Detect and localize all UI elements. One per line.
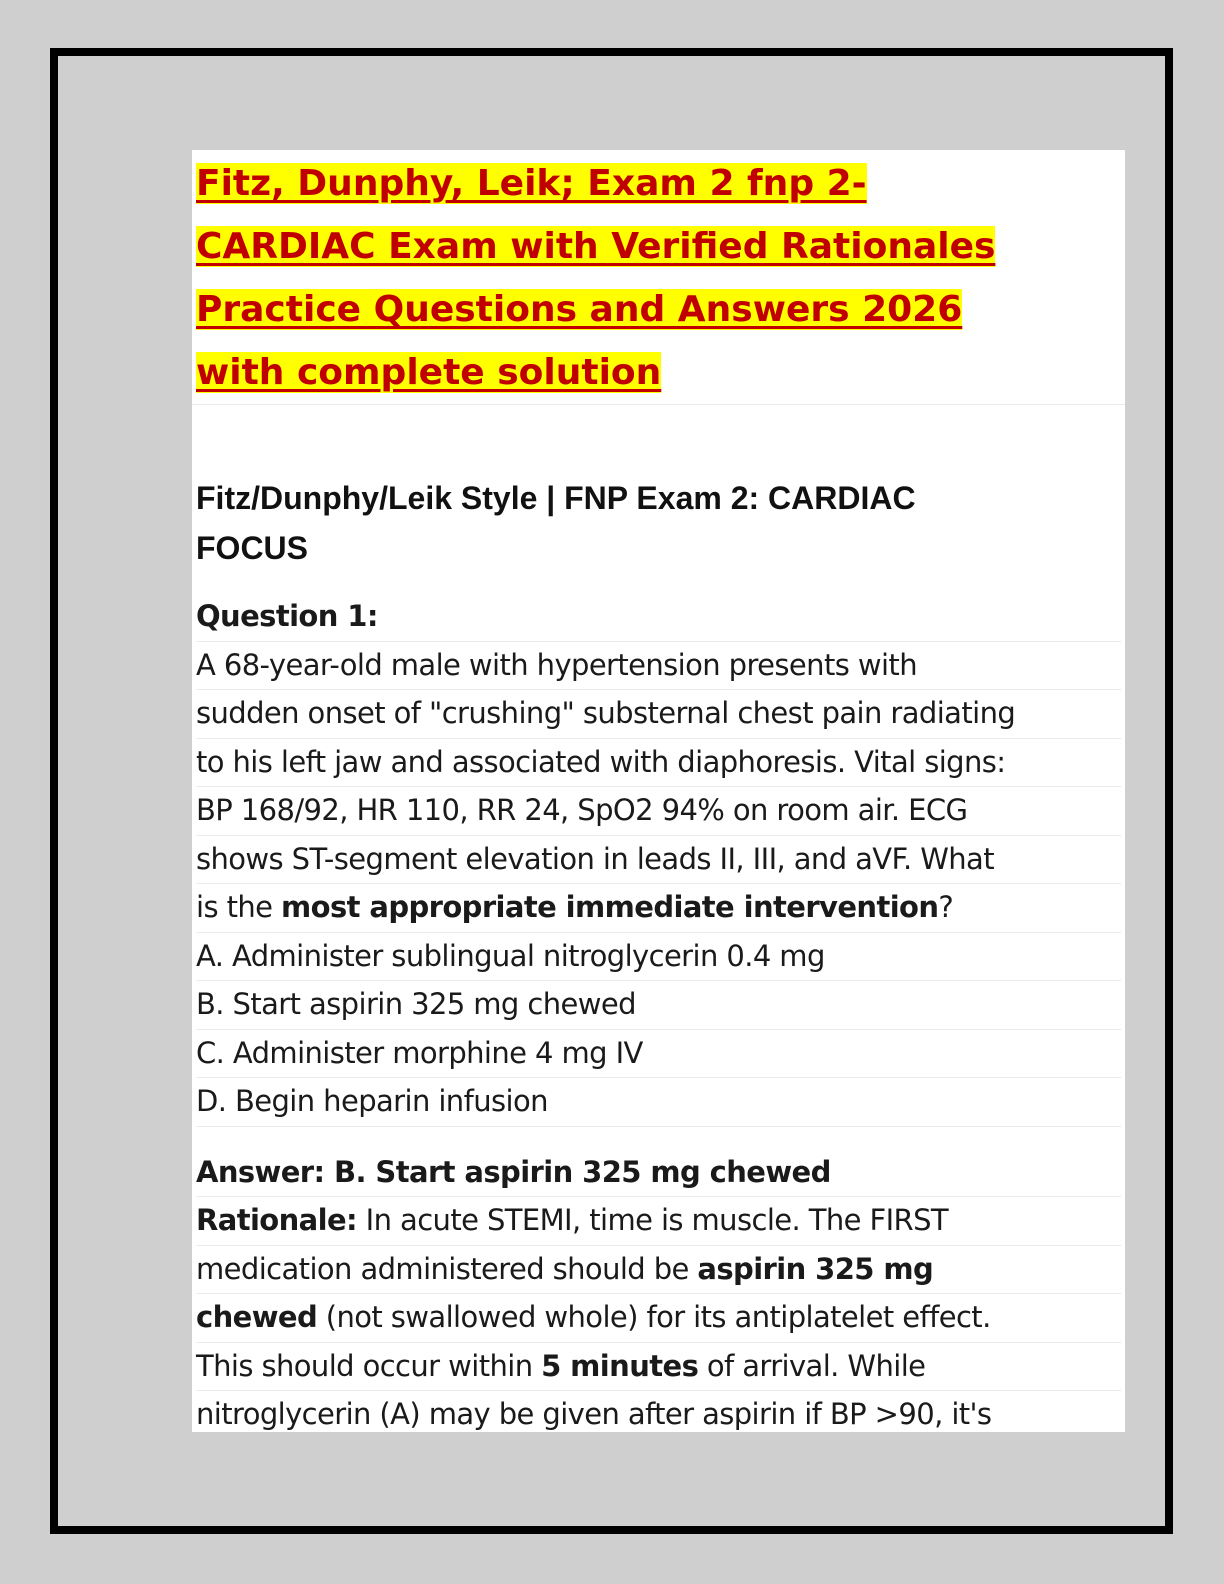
rationale-emphasis: 5 minutes xyxy=(541,1348,699,1383)
stem-emphasis: most appropriate immediate intervention xyxy=(281,890,939,924)
rationale-line xyxy=(196,1197,1121,1246)
question-stem-last-line xyxy=(196,884,1121,933)
answer-option-a: A. Administer sublingual nitroglycerin 0.4 mg xyxy=(196,933,1121,982)
rationale-emphasis: chewed xyxy=(196,1300,318,1334)
divider xyxy=(192,404,1125,405)
document-title xyxy=(192,150,1125,404)
question-stem-line: shows ST-segment elevation in leads II, III, and aVF. What xyxy=(196,836,1121,885)
stem-text: ? xyxy=(938,890,954,924)
rationale-emphasis: aspirin 325 mg xyxy=(697,1251,934,1286)
answer-option-d: D. Begin heparin infusion xyxy=(196,1078,1121,1127)
document-subtitle xyxy=(192,465,1125,581)
title-line: with complete solution xyxy=(196,352,662,393)
rationale-text: of arrival. While xyxy=(698,1348,926,1383)
question-stem-line: to his left jaw and associated with diaphoresis. Vital signs: xyxy=(196,739,1121,788)
rationale-line xyxy=(196,1294,1121,1343)
subtitle-line: FOCUS xyxy=(196,530,308,566)
rationale-text: In acute STEMI, time is muscle. The FIRST xyxy=(357,1203,949,1237)
rationale-text: medication administered should be xyxy=(196,1251,698,1286)
rationale-line xyxy=(196,1343,1121,1392)
rationale-text: (not swallowed whole) for its antiplatelet effect. xyxy=(317,1300,991,1334)
question-stem-line: A 68-year-old male with hypertension presents with xyxy=(196,642,1121,691)
question-stem-line: sudden onset of "crushing" substernal chest pain radiating xyxy=(196,690,1121,739)
subtitle-line: Fitz/Dunphy/Leik Style | FNP Exam 2: CARDIAC xyxy=(196,480,916,516)
answer-option-b: B. Start aspirin 325 mg chewed xyxy=(196,981,1121,1030)
rationale-label: Rationale: xyxy=(196,1203,358,1237)
title-line: CARDIAC Exam with Verified Rationales xyxy=(196,226,996,267)
question-label: Question 1: xyxy=(196,593,1121,642)
title-line: Practice Questions and Answers 2026 xyxy=(196,289,963,330)
rationale-line: nitroglycerin (A) may be given after aspirin if BP >90, it's xyxy=(196,1391,1121,1432)
rationale-line xyxy=(196,1246,1121,1295)
question-stem-line: BP 168/92, HR 110, RR 24, SpO2 94% on room air. ECG xyxy=(196,787,1121,836)
stem-text: is the xyxy=(196,890,281,924)
page-frame xyxy=(50,48,1173,1534)
document-sheet xyxy=(192,150,1125,1432)
title-line: Fitz, Dunphy, Leik; Exam 2 fnp 2- xyxy=(196,163,867,204)
rationale-text: This should occur within xyxy=(196,1348,542,1383)
question-block xyxy=(192,593,1125,1432)
answer-option-c: C. Administer morphine 4 mg IV xyxy=(196,1030,1121,1079)
answer-label: Answer: B. Start aspirin 325 mg chewed xyxy=(196,1149,1121,1198)
